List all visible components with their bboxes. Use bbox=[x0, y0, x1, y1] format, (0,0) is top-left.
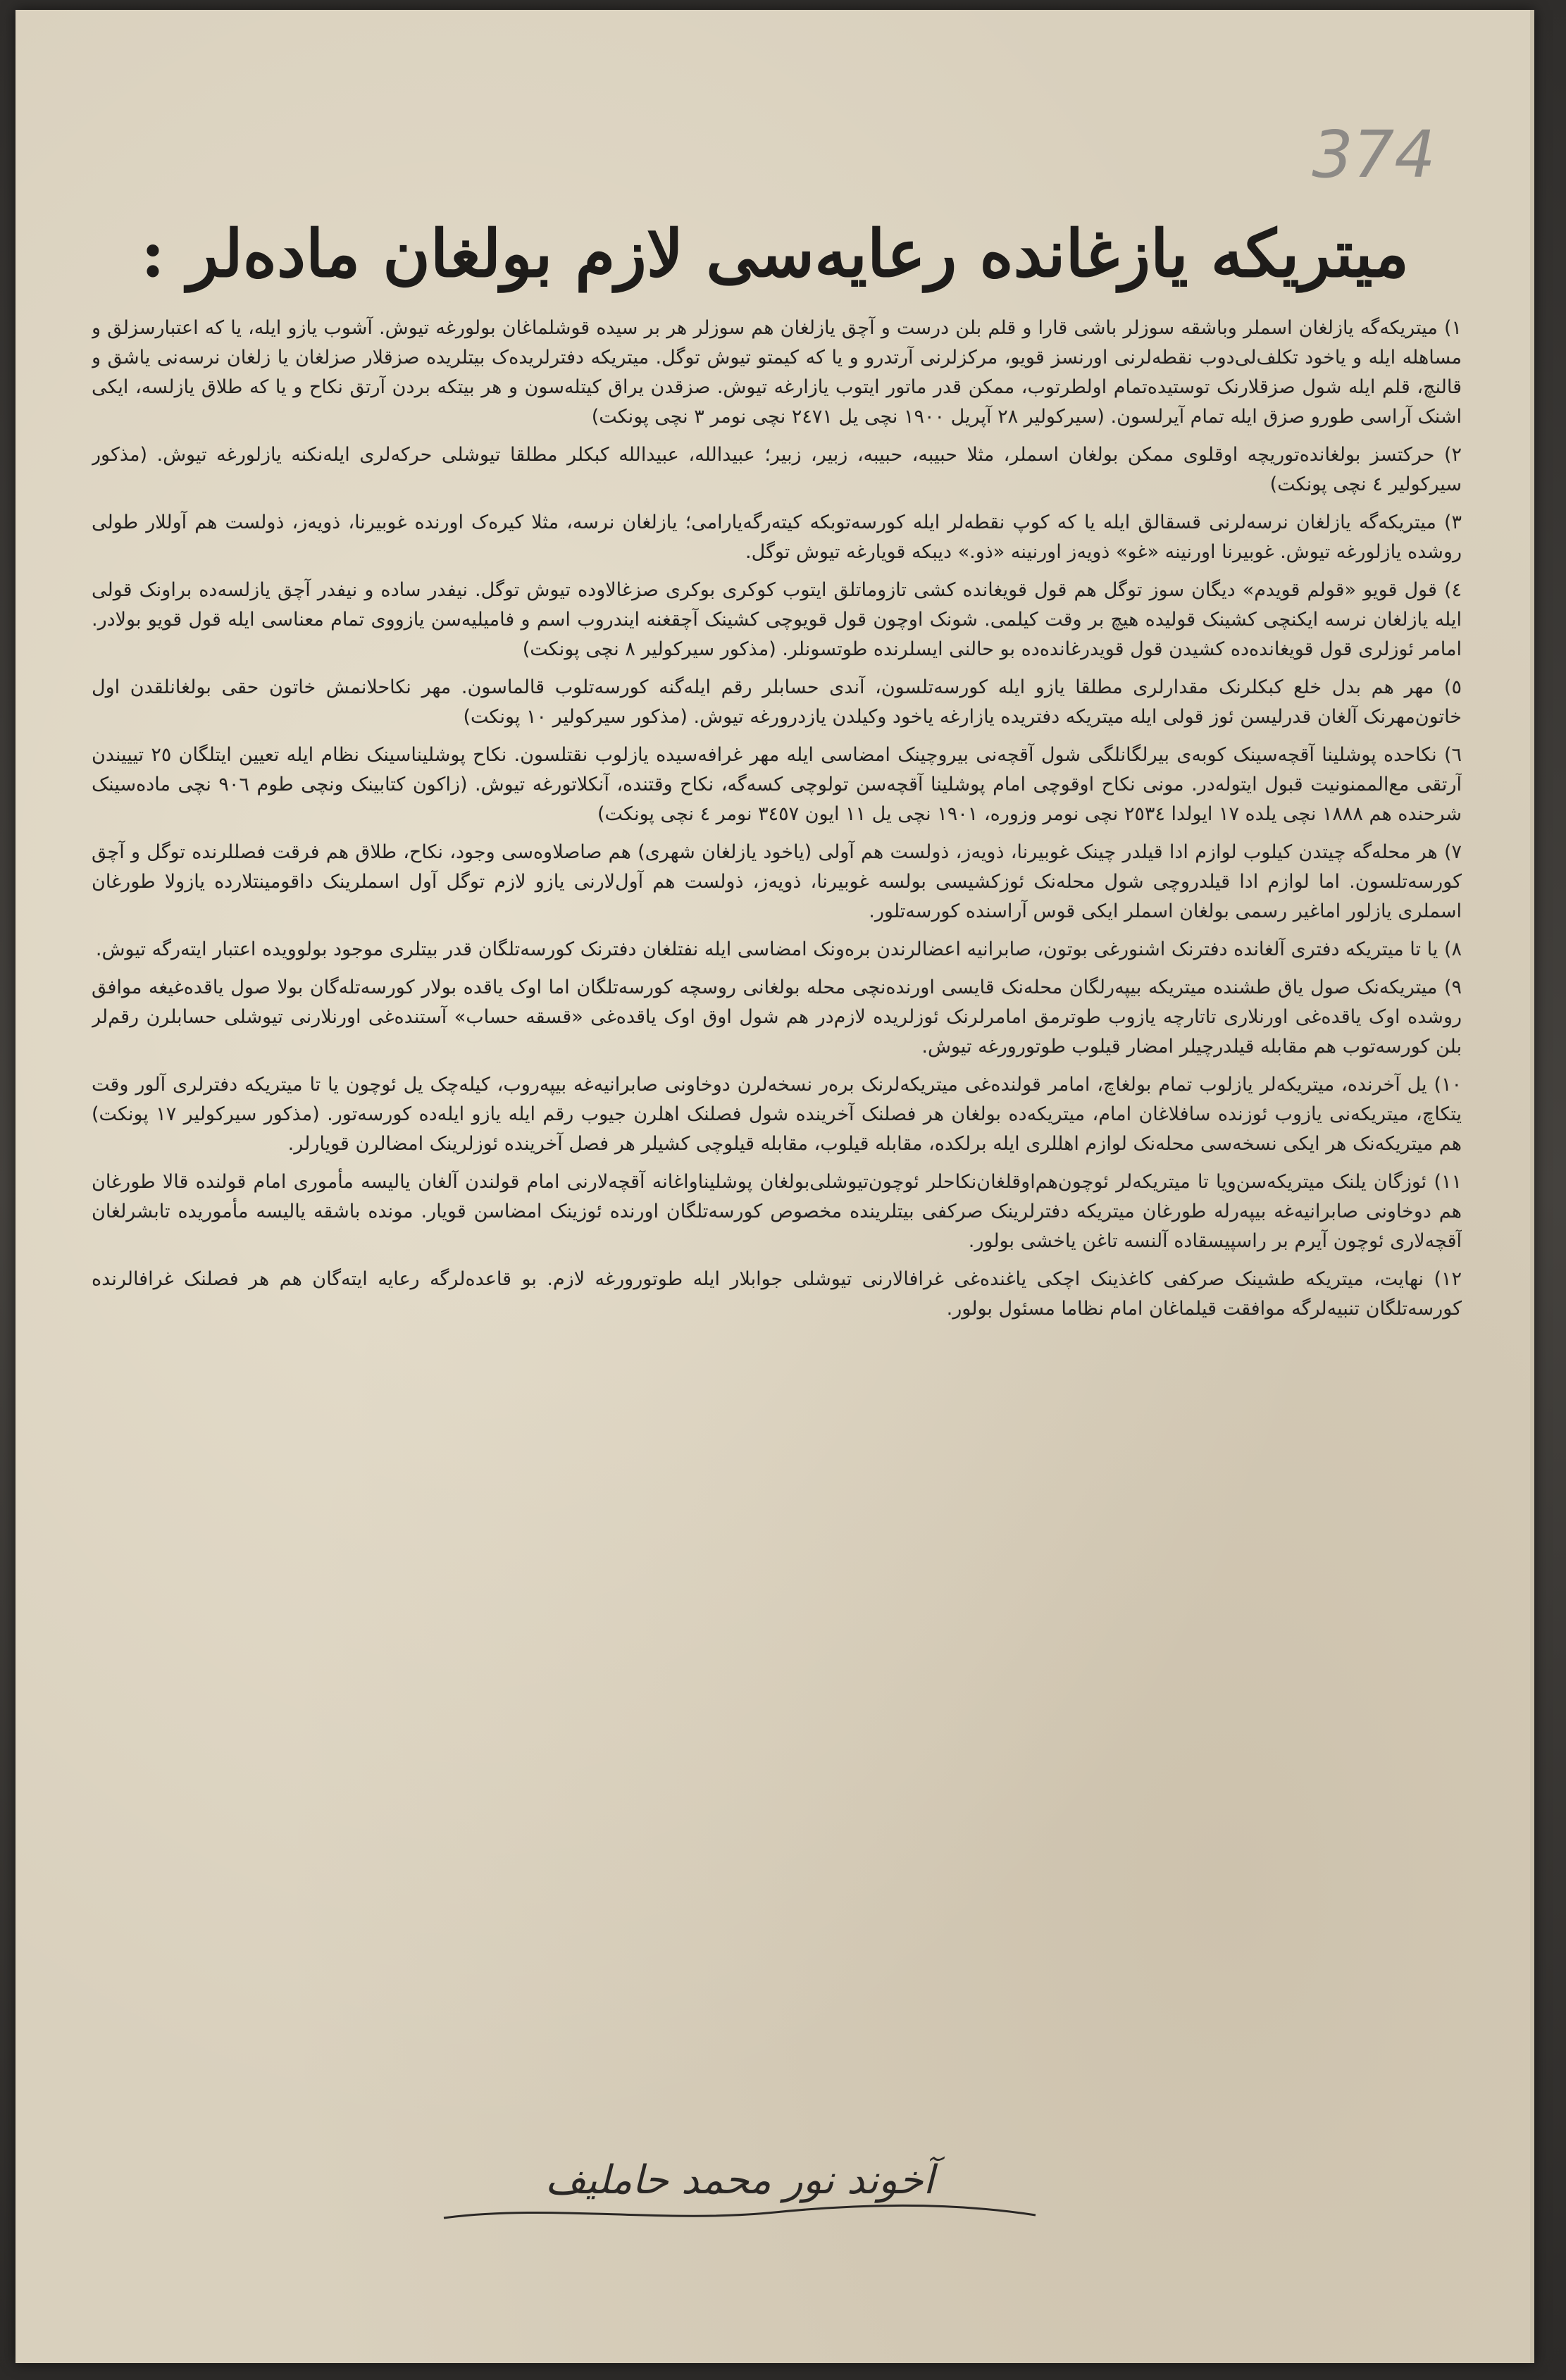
paragraph-5: ٥) مهر هم بدل خلع کبکلرنک مقدارلری مطلقا یازو ایله کورسه‌تلسون، آندی حسابلر رقم ایله‌گنه کورسه‌تلوب قالماسون. مهر نکاحلانمش خاتون حقی بولغانلقدن اول خاتون‌مهرنک آلغان قدرلیسن ئوز قولی ایله میتریکه دفتریده یازارغه یاخود وکیلدن یازدرورغه تیوش. (مذکور سیرکولیر ١٠ پونکت) bbox=[92, 676, 1462, 728]
paragraph-1: ١) میتریکه‌گه یازلغان اسملر وباشقه سوزلر باشی قارا و قلم بلن درست و آچق یازلغان هم سوزلر هر بر سیده قوشلماغان بولورغه تیوش. آشوب یازو ایله، یا که اعتبارسزلق و مساهله ایله و یاخود تکلف‌لی‌دوب نقطه‌لرنی اورنسز قویو، مرکزلرنی آرتدرو و یا که کیمتو تیوش تو‌گل. میتریکه دفترلریده‌ک بیتلریده صزقلار صزلغان یا زلغان نرسه‌نی یاشق و قالنچ، قلم ایله شول صزقلارنک توستیده‌تمام اولطرتوب، ممکن قدر ماتور ایتوب یازارغه تیوش. صزقدن یراق کیتله‌سون و هر بیتکه بردن آرتق نکاح و یا که طلاق یازلسه، ایکی اشنک آراسی طورو صزق ایله تمام آیرلسون. (سیرکولیر ٢٨ آپریل ١٩٠٠ نچی یل ٢٤٧١ نچی نومر ٣ نچی پونکت) bbox=[92, 317, 1462, 428]
signature: آخوند نور محمد حاملیف bbox=[545, 2157, 935, 2203]
document-body bbox=[92, 314, 1462, 2131]
signature-flourish bbox=[437, 2198, 1043, 2226]
paragraph-10: ١٠) یل آخرنده، میتریکه‌لر یازلوب تمام بولغاچ، امامر قولنده‌غی میتریکه‌لرنک بره‌ر نسخه‌لرن دوخاونی صابرانیه‌غه بیپه‌روب، کیله‌چک یل ئوچون یا تا میتریکه دفترلری آلور وقت یتکاچ، میتریکه‌نی یازوب ئوزنده سافلاغان امام، میتریکه‌ده بولغان هر فصلنک آخرینده شول فصلنک اهلرن جیوب رقم ایله یازو ایله‌ده کورسه‌تور. (مذکور سیرکولیر ١٧ پونکت) هم میتریکه‌نک هر ایکی نسخه‌سی محله‌نک لوازم اهللری ایله برلکده، مقابله قیلوب، مقابله قیلوچی کشیلر هر فصل آخرینده ئوزلرینک امضالرن قویارلر. bbox=[92, 1074, 1462, 1155]
paragraph-6: ٦) نکاحده پوشلینا آقچه‌سینک کوبه‌ی بیرلگانلگی شول آقچه‌نی بیروچینک امضاسی ایله مهر غرافه‌سیده یازلوب نقتلسون. نکاح پوشلیناسینک نظام ایله تعیین ایتلگان ٢٥ تیییندن آرتقی مع‌الممنونیت قبول ایتوله‌در. مونی نکاح اوقوچی امام پوشلینا آقچه‌سن تولوچی کسه‌گه، نکاح وقتنده، آنکلاتورغه تیوش. (زاکون کتابینک ونچی طوم ٩٠٦ نچی ماده‌سینک شرحنده هم ١٨٨٨ نچی یلده ١٧ ایولدا ٢٥٣٤ نچی نومر وزوره، ١٩٠١ نچی یل ١١ ایون ٣٤٥٧ نومر ٤ نچی پونکت) bbox=[92, 744, 1462, 825]
paragraph-12: ١٢) نهایت، میتریکه طشینک صرکفی کاغذینک اچکی یاغنده‌غی غرافالارنی تیوشلی جوابلار ایله طوتورورغه لازم. بو قاعده‌لرگه رعایه ایته‌گان هم هر فصلنک غرافالرنده کورسه‌تلگان تنبیه‌لرگه موافقت قیلماغان امام نظاما مسئول بولور. bbox=[92, 1268, 1462, 1320]
paragraph-7: ٧) هر محله‌گه چیتدن کیلوب لوازم ادا قیلدر چینک غوبیرنا، ذویه‌ز، ذولست هم آولی (یاخود یازلغان شهری) هم صاصلاوه‌سی وجود، نکاح، طلاق هم فرقت فصللرنده توگل و آچق کورسه‌تلسون. اما لوازم ادا قیلدروچی شول محله‌نک ئوزکشیسی بولسه غوبیرنا، ذویه‌ز، ذولست هم آول‌لارنی یازو لازم تو‌گل آول اسملرینک داقومینتلارده یازولا طورغان اسملری یازلور اماغیر رسمی بولغان اسملر ایکی قوس آراسنده کورسه‌تلور. bbox=[92, 841, 1462, 922]
document-title: میتریکه یازغانده رعایه‌سی لازم بولغان ماده‌لر : bbox=[140, 216, 1410, 292]
paragraph-11: ١١) ئوزگان یلنک میتریکه‌سن‌ویا تا میتریکه‌لر ئوچون‌هم‌اوقلغان‌نکاحلر ئوچون‌تیوشلی‌بولغان پوشلیناواغانه آقچه‌لارنی امام قولندن آلغان یالیسه مأموری امام قولنده قالا طورغان هم دوخاونی صابرانیه‌غه بیپه‌رله طورغان میتریکه دفترلرینک صرکفی بیتلرینده مخصوص کورسه‌تلگان اورنده ئوزینک امضاسن قویار. مونده باشقه یالیسه مأموریده تابشرلغان آقچه‌لاری ئوچون آیرم بر راسپیسقاده آلنسه تاغن یاخشی بولور. bbox=[92, 1171, 1462, 1252]
paragraph-2: ٢) حرکتسز بولغانده‌توریچه اوقلوی ممکن بولغان اسملر، مثلا حبیبه، حبیبه، زبیر، زبیر؛ عبیدالله، عبیدالله کبکلر مطلقا تیوشلی حرکه‌لری ایله‌نکنه یازلورغه تیوش. (مذکور سیرکولیر ٤ نچی پونکت) bbox=[92, 444, 1462, 495]
paragraph-9: ٩) میتریکه‌نک صول یاق طشنده میتریکه بیپه‌رلگان محله‌نک قایسی اورنده‌نچی محله بولغانی روسچه کورسه‌تلگان اما اوک یاقده بولار کورسه‌تله‌گان بولا صول یاقده‌غیغه موافق روشده اوک یاقده‌غی اورنلاری تاتارچه یازوب طوترمق امامرلرنک ئوزلریده لازم‌در هم شول اوق اوک یاقده‌غی «قسقه حساب» آستنده‌غی اورنلارنی تیوشلی حسابلرن رقم‌لر بلن کورسه‌توب هم مقابله قیلدرچیلر امضار قیلوب طوتورورغه تیوش. bbox=[92, 977, 1462, 1058]
paragraph-8: ٨) یا تا میتریکه دفتری آلغانده دفترنک اشنورغی بوتون، صابرانیه اعضالرندن بره‌ونک امضاسی ایله نفتلغان دفترنک کورسه‌تلگان قدر بیتلری موجود بولوویده اعتبار ایته‌رگه تیوش. bbox=[95, 938, 1462, 960]
paragraph-4: ٤) قول قویو «قولم قویدم» دیگان سوز تو‌گل هم قول قویغانده کشی تاز‌وماتلق ایتوب کو‌کری بوکری صزغالاوده تیوش تو‌گل. نیفدر ساده و نیفدر آچق یازلسه‌ده براونک قولی ایله یازلغان نرسه ایکنچی کشینک قولیده هیچ بر وقت کیلمی. شونک اوچون قول قویوچی کشینک آچقغنه ایندروب اسم و فامیلیه‌سن یازووی تمام معناسی ایله قول قویو بولادر. امامر ئوزلری قول قویغانده‌ده کشیدن قول قویدرغانده‌ده بو حالنی ایسلرنده طوتسونلر. (مذکور سیرکولیر ٨ نچی پونکت) bbox=[92, 579, 1462, 660]
archive-number: 374 bbox=[1312, 117, 1436, 192]
paragraph-3: ٣) میتریکه‌گه یازلغان نرسه‌لرنی قسقالق ایله یا که کوپ نقطه‌لر ایله کورسه‌توبکه کیته‌رگه‌یارامی؛ یازلغان نرسه، مثلا کیره‌ک اورنده غوبیرنا، ذویه‌ز، ذولست هم آوللار طولی روشده یازلورغه تیوش. غوبیرنا اورنینه «غو» ذویه‌ز اورنینه «ذو.» دیبکه قویارغه تیوش تو‌گل. bbox=[92, 512, 1462, 563]
